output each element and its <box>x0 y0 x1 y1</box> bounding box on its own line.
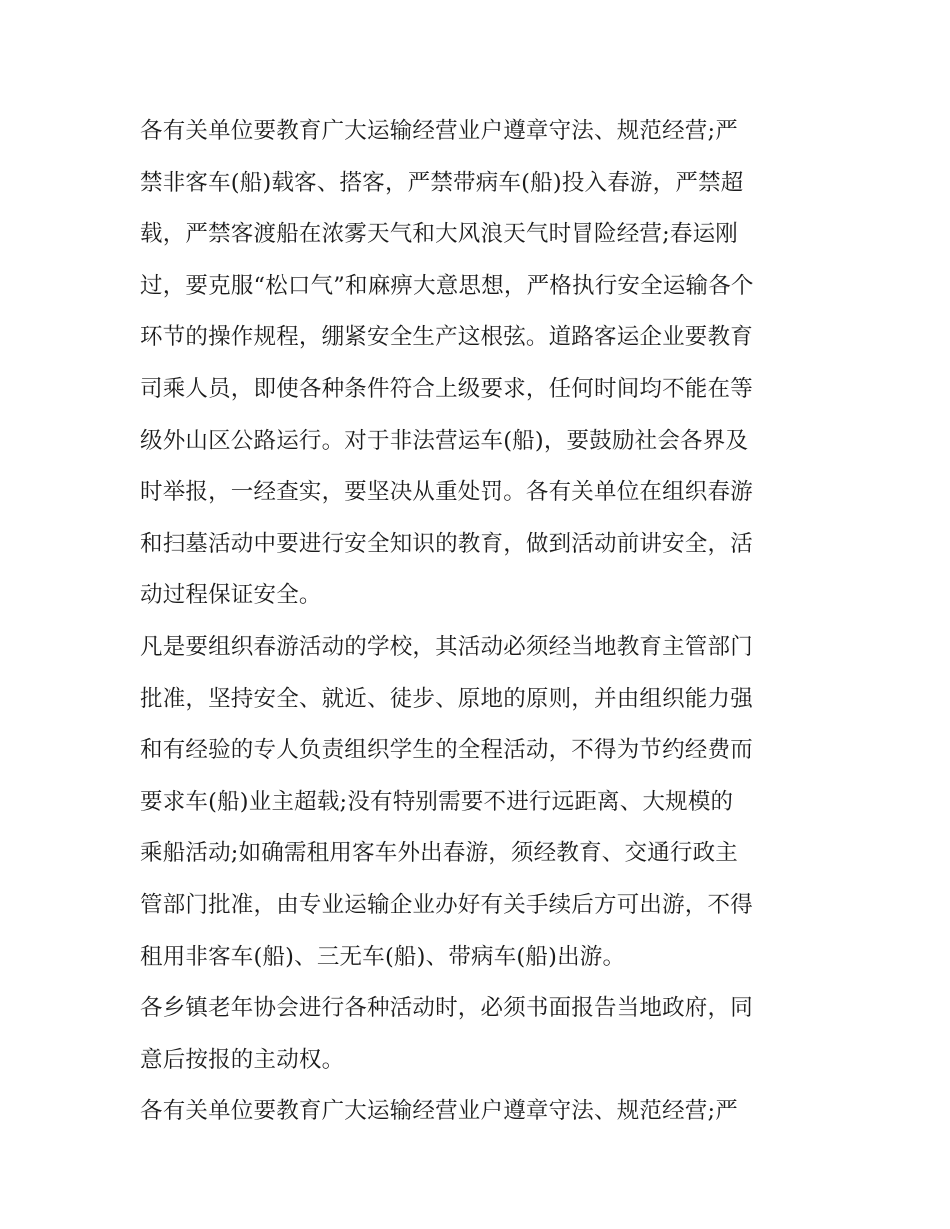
text-line: 过，要克服“松口气”和麻痹大意思想，严格执行安全运输各个 <box>140 272 754 299</box>
text-line: 租用非客车(船)、三无车(船)、带病车(船)出游。 <box>140 943 626 970</box>
text-line: 级外山区公路运行。对于非法营运车(船)，要鼓励社会各界及 <box>140 427 749 454</box>
text-line: 批准，坚持安全、就近、徒步、原地的原则，并由组织能力强 <box>140 685 753 712</box>
text-line: 各有关单位要教育广大运输经营业户遵章守法、规范经营;严 <box>140 1098 738 1125</box>
text-line: 和扫墓活动中要进行安全知识的教育，做到活动前讲安全，活 <box>140 530 753 557</box>
text-line: 载，严禁客渡船在浓雾天气和大风浪天气时冒险经营;春运刚 <box>140 221 738 248</box>
paragraph-3 <box>140 983 820 1086</box>
paragraph-4 <box>140 1086 820 1138</box>
paragraph-2 <box>140 622 820 983</box>
text-line: 禁非客车(船)载客、搭客，严禁带病车(船)投入春游，严禁超 <box>140 169 744 196</box>
text-line: 要求车(船)业主超载;没有特别需要不进行远距离、大规模的 <box>140 788 734 815</box>
text-line: 管部门批准，由专业运输企业办好有关手续后方可出游，不得 <box>140 891 753 918</box>
document-body <box>140 106 820 1138</box>
text-line: 和有经验的专人负责组织学生的全程活动，不得为节约经费而 <box>140 737 753 764</box>
text-line: 环节的操作规程，绷紧安全生产这根弦。道路客运企业要教育 <box>140 324 753 351</box>
text-line: 司乘人员，即使各种条件符合上级要求，任何时间均不能在等 <box>140 375 753 402</box>
text-line: 乘船活动;如确需租用客车外出春游，须经教育、交通行政主 <box>140 840 738 867</box>
text-line: 意后按报的主动权。 <box>140 1046 345 1073</box>
text-line: 各乡镇老年协会进行各种活动时，必须书面报告当地政府，同 <box>140 995 753 1022</box>
text-line: 时举报，一经查实，要坚决从重处罚。各有关单位在组织春游 <box>140 479 753 506</box>
text-line: 凡是要组织春游活动的学校，其活动必须经当地教育主管部门 <box>140 633 753 660</box>
paragraph-1 <box>140 106 820 622</box>
text-line: 各有关单位要教育广大运输经营业户遵章守法、规范经营;严 <box>140 118 738 144</box>
text-line: 动过程保证安全。 <box>140 582 322 609</box>
